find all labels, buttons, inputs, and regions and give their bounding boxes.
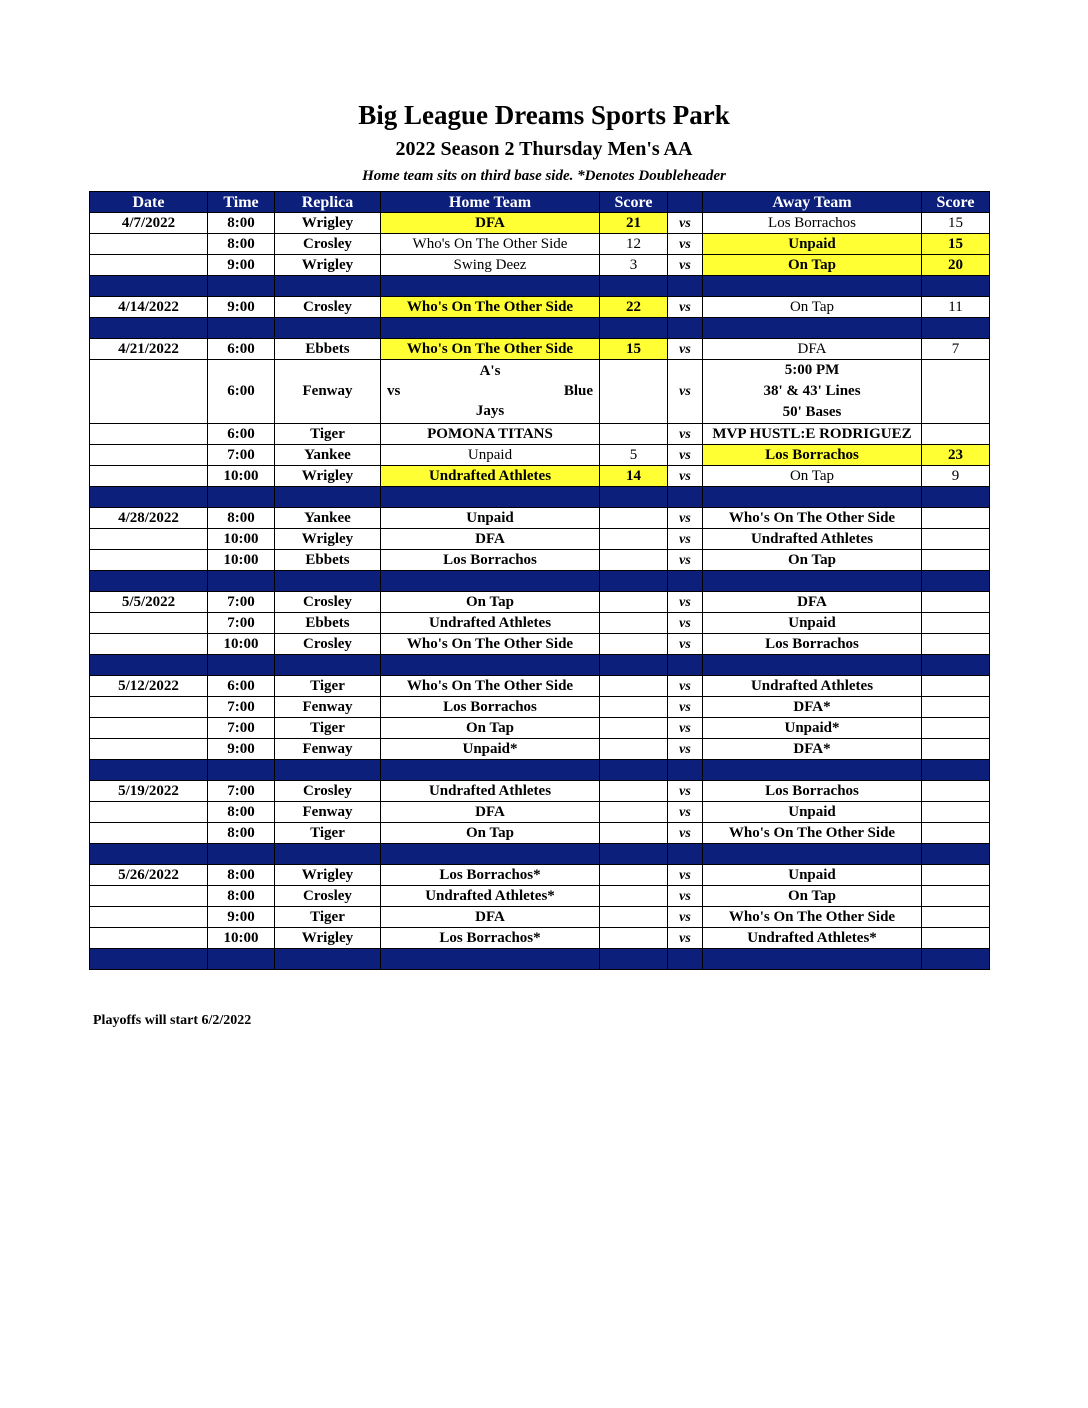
date-cell <box>90 550 208 571</box>
away-score-cell <box>922 634 990 655</box>
home-score-cell <box>600 529 668 550</box>
home-score-cell <box>600 886 668 907</box>
separator-row <box>90 318 990 339</box>
table-row <box>90 445 990 466</box>
vs-cell: vs <box>668 550 703 571</box>
date-cell <box>90 424 208 445</box>
away-team-cell: Unpaid <box>703 865 922 886</box>
home-score-cell <box>600 718 668 739</box>
table-row <box>90 739 990 760</box>
table-row <box>90 550 990 571</box>
replica-cell: Wrigley <box>275 928 381 949</box>
table-row <box>90 823 990 844</box>
away-score-cell <box>922 739 990 760</box>
away-team-cell: Who's On The Other Side <box>703 508 922 529</box>
time-cell: 8:00 <box>208 823 275 844</box>
home-score-cell <box>600 676 668 697</box>
table-row <box>90 613 990 634</box>
home-score-cell <box>600 823 668 844</box>
time-cell: 7:00 <box>208 592 275 613</box>
away-score-cell <box>922 613 990 634</box>
home-score-cell: 5 <box>600 445 668 466</box>
vs-cell: vs <box>668 297 703 318</box>
replica-cell: Ebbets <box>275 613 381 634</box>
vs-cell: vs <box>668 255 703 276</box>
date-cell: 5/19/2022 <box>90 781 208 802</box>
home-team-cell: On Tap <box>381 718 600 739</box>
away-score-cell: 9 <box>922 466 990 487</box>
replica-cell: Tiger <box>275 676 381 697</box>
header-replica: Replica <box>275 192 381 213</box>
vs-cell: vs <box>668 697 703 718</box>
away-score-cell <box>922 550 990 571</box>
date-cell: 4/28/2022 <box>90 508 208 529</box>
away-team-cell: On Tap <box>703 886 922 907</box>
away-score-cell <box>922 865 990 886</box>
header-home-team: Home Team <box>381 192 600 213</box>
vs-cell: vs <box>668 928 703 949</box>
time-cell: 7:00 <box>208 781 275 802</box>
playoffs-note: Playoffs will start 6/2/2022 <box>93 1013 252 1028</box>
away-team-cell: Los Borrachos <box>703 781 922 802</box>
header-time: Time <box>208 192 275 213</box>
date-cell <box>90 697 208 718</box>
time-cell: 6:00 <box>208 339 275 360</box>
replica-cell: Ebbets <box>275 550 381 571</box>
date-cell <box>90 634 208 655</box>
away-score-cell <box>922 907 990 928</box>
header-away-score: Score <box>922 192 990 213</box>
replica-cell: Yankee <box>275 445 381 466</box>
vs-cell: vs <box>668 466 703 487</box>
date-cell <box>90 823 208 844</box>
home-team-cell <box>381 360 600 424</box>
away-team-line: 38' & 43' Lines <box>763 383 861 399</box>
away-score-cell <box>922 886 990 907</box>
away-team-cell: Unpaid <box>703 802 922 823</box>
home-team-line: vs <box>387 383 401 399</box>
home-score-cell <box>600 634 668 655</box>
header-home-score: Score <box>600 192 668 213</box>
away-team-cell <box>703 360 922 424</box>
header-date: Date <box>90 192 208 213</box>
away-team-cell: Unpaid <box>703 234 922 255</box>
home-score-cell <box>600 697 668 718</box>
vs-cell: vs <box>668 234 703 255</box>
away-score-cell <box>922 928 990 949</box>
home-team-cell: On Tap <box>381 592 600 613</box>
page-subtitle: 2022 Season 2 Thursday Men's AA <box>395 138 693 160</box>
away-team-cell: DFA <box>703 339 922 360</box>
vs-cell: vs <box>668 886 703 907</box>
separator-row <box>90 760 990 781</box>
home-team-cell: Los Borrachos <box>381 550 600 571</box>
time-cell: 7:00 <box>208 445 275 466</box>
replica-cell: Wrigley <box>275 529 381 550</box>
away-team-line: 5:00 PM <box>784 362 840 378</box>
separator-row <box>90 571 990 592</box>
table-row <box>90 592 990 613</box>
date-cell <box>90 928 208 949</box>
home-team-cell: On Tap <box>381 823 600 844</box>
away-score-cell <box>922 529 990 550</box>
table-row <box>90 697 990 718</box>
table-row <box>90 802 990 823</box>
home-score-cell: 3 <box>600 255 668 276</box>
vs-cell: vs <box>668 781 703 802</box>
replica-cell: Yankee <box>275 508 381 529</box>
time-cell: 9:00 <box>208 255 275 276</box>
replica-cell: Wrigley <box>275 466 381 487</box>
date-cell: 4/7/2022 <box>90 213 208 234</box>
time-cell: 8:00 <box>208 234 275 255</box>
away-score-cell <box>922 781 990 802</box>
time-cell: 10:00 <box>208 529 275 550</box>
vs-cell: vs <box>668 213 703 234</box>
date-cell <box>90 613 208 634</box>
time-cell: 8:00 <box>208 213 275 234</box>
home-team-line: Blue <box>563 383 593 399</box>
page-title: Big League Dreams Sports Park <box>358 100 730 130</box>
home-team-cell: Unpaid <box>381 445 600 466</box>
home-team-cell: DFA <box>381 529 600 550</box>
time-cell: 8:00 <box>208 802 275 823</box>
home-team-line: A's <box>479 363 501 379</box>
vs-cell: vs <box>668 339 703 360</box>
vs-cell: vs <box>668 676 703 697</box>
time-cell: 10:00 <box>208 928 275 949</box>
date-cell <box>90 739 208 760</box>
replica-cell: Tiger <box>275 823 381 844</box>
away-score-cell <box>922 424 990 445</box>
table-row <box>90 297 990 318</box>
date-cell <box>90 360 208 424</box>
table-row <box>90 466 990 487</box>
away-team-cell: On Tap <box>703 255 922 276</box>
table-row <box>90 339 990 360</box>
time-cell: 9:00 <box>208 739 275 760</box>
time-cell: 9:00 <box>208 297 275 318</box>
table-row <box>90 529 990 550</box>
table-row <box>90 928 990 949</box>
table-row <box>90 255 990 276</box>
home-score-cell <box>600 907 668 928</box>
vs-cell: vs <box>668 718 703 739</box>
home-score-cell <box>600 613 668 634</box>
table-row <box>90 718 990 739</box>
away-team-cell: Who's On The Other Side <box>703 823 922 844</box>
away-team-cell: Unpaid* <box>703 718 922 739</box>
home-score-cell: 22 <box>600 297 668 318</box>
home-team-cell: Undrafted Athletes* <box>381 886 600 907</box>
time-cell: 8:00 <box>208 865 275 886</box>
replica-cell: Wrigley <box>275 865 381 886</box>
replica-cell: Crosley <box>275 234 381 255</box>
table-row <box>90 634 990 655</box>
time-cell: 6:00 <box>208 676 275 697</box>
away-team-cell: Undrafted Athletes <box>703 529 922 550</box>
table-row <box>90 676 990 697</box>
home-score-cell: 15 <box>600 339 668 360</box>
away-score-cell <box>922 592 990 613</box>
time-cell: 7:00 <box>208 718 275 739</box>
home-team-cell: DFA <box>381 213 600 234</box>
away-score-cell <box>922 360 990 424</box>
replica-cell: Ebbets <box>275 339 381 360</box>
date-cell: 5/26/2022 <box>90 865 208 886</box>
date-cell <box>90 445 208 466</box>
away-team-cell: On Tap <box>703 466 922 487</box>
schedule-note: Home team sits on third base side. *Denotes Doubleheader <box>362 168 726 184</box>
away-score-cell: 11 <box>922 297 990 318</box>
home-team-cell: POMONA TITANS <box>381 424 600 445</box>
vs-cell: vs <box>668 445 703 466</box>
home-team-cell: Unpaid <box>381 508 600 529</box>
replica-cell: Wrigley <box>275 255 381 276</box>
away-team-cell: DFA* <box>703 739 922 760</box>
home-score-cell <box>600 592 668 613</box>
away-team-cell: DFA* <box>703 697 922 718</box>
home-team-cell: DFA <box>381 907 600 928</box>
away-score-cell <box>922 697 990 718</box>
table-row <box>90 865 990 886</box>
header-vs <box>668 192 703 213</box>
away-score-cell: 23 <box>922 445 990 466</box>
date-cell: 5/12/2022 <box>90 676 208 697</box>
away-team-line: 50' Bases <box>782 404 842 420</box>
replica-cell: Crosley <box>275 297 381 318</box>
home-team-line: Jays <box>475 403 505 419</box>
away-score-cell: 15 <box>922 234 990 255</box>
away-team-cell: Los Borrachos <box>703 634 922 655</box>
vs-cell: vs <box>668 739 703 760</box>
replica-cell: Fenway <box>275 360 381 424</box>
separator-row <box>90 844 990 865</box>
table-row <box>90 886 990 907</box>
home-team-cell: Who's On The Other Side <box>381 634 600 655</box>
separator-row <box>90 949 990 970</box>
vs-cell: vs <box>668 592 703 613</box>
away-score-cell: 15 <box>922 213 990 234</box>
date-cell <box>90 886 208 907</box>
date-cell <box>90 234 208 255</box>
replica-cell: Wrigley <box>275 213 381 234</box>
home-team-cell: Who's On The Other Side <box>381 339 600 360</box>
separator-row <box>90 276 990 297</box>
away-score-cell <box>922 718 990 739</box>
table-row <box>90 508 990 529</box>
replica-cell: Tiger <box>275 718 381 739</box>
date-cell <box>90 907 208 928</box>
home-score-cell <box>600 360 668 424</box>
home-score-cell: 14 <box>600 466 668 487</box>
home-score-cell <box>600 802 668 823</box>
away-team-cell: Los Borrachos <box>703 445 922 466</box>
away-team-cell: Los Borrachos <box>703 213 922 234</box>
time-cell: 7:00 <box>208 613 275 634</box>
replica-cell: Fenway <box>275 697 381 718</box>
time-cell: 10:00 <box>208 466 275 487</box>
home-score-cell <box>600 928 668 949</box>
replica-cell: Crosley <box>275 592 381 613</box>
home-team-cell: Who's On The Other Side <box>381 234 600 255</box>
vs-cell: vs <box>668 360 703 424</box>
away-team-cell: Undrafted Athletes* <box>703 928 922 949</box>
replica-cell: Tiger <box>275 424 381 445</box>
home-team-cell: Los Borrachos* <box>381 865 600 886</box>
home-team-cell: Los Borrachos <box>381 697 600 718</box>
away-score-cell <box>922 676 990 697</box>
home-score-cell <box>600 508 668 529</box>
home-team-cell: Who's On The Other Side <box>381 676 600 697</box>
home-team-cell: Undrafted Athletes <box>381 613 600 634</box>
away-team-cell: Undrafted Athletes <box>703 676 922 697</box>
home-team-cell: Undrafted Athletes <box>381 466 600 487</box>
date-cell <box>90 718 208 739</box>
date-cell: 5/5/2022 <box>90 592 208 613</box>
table-row <box>90 781 990 802</box>
away-team-cell: On Tap <box>703 297 922 318</box>
home-score-cell: 12 <box>600 234 668 255</box>
home-team-cell: Who's On The Other Side <box>381 297 600 318</box>
table-row <box>90 234 990 255</box>
vs-cell: vs <box>668 508 703 529</box>
date-cell <box>90 466 208 487</box>
home-score-cell <box>600 550 668 571</box>
away-team-cell: Who's On The Other Side <box>703 907 922 928</box>
away-team-cell: DFA <box>703 592 922 613</box>
away-score-cell <box>922 802 990 823</box>
home-team-cell: Swing Deez <box>381 255 600 276</box>
date-cell: 4/21/2022 <box>90 339 208 360</box>
home-team-cell: Los Borrachos* <box>381 928 600 949</box>
time-cell: 10:00 <box>208 634 275 655</box>
date-cell <box>90 529 208 550</box>
separator-row <box>90 487 990 508</box>
replica-cell: Tiger <box>275 907 381 928</box>
vs-cell: vs <box>668 823 703 844</box>
home-score-cell <box>600 781 668 802</box>
time-cell: 6:00 <box>208 424 275 445</box>
away-score-cell: 7 <box>922 339 990 360</box>
time-cell: 7:00 <box>208 697 275 718</box>
time-cell: 8:00 <box>208 886 275 907</box>
schedule-table <box>89 191 990 970</box>
away-score-cell: 20 <box>922 255 990 276</box>
home-team-cell: Unpaid* <box>381 739 600 760</box>
table-row <box>90 360 990 424</box>
separator-row <box>90 655 990 676</box>
replica-cell: Crosley <box>275 634 381 655</box>
replica-cell: Fenway <box>275 739 381 760</box>
away-team-cell: MVP HUSTL:E RODRIGUEZ <box>703 424 922 445</box>
away-team-cell: Unpaid <box>703 613 922 634</box>
home-score-cell <box>600 424 668 445</box>
table-row <box>90 424 990 445</box>
home-score-cell <box>600 865 668 886</box>
time-cell: 8:00 <box>208 508 275 529</box>
replica-cell: Fenway <box>275 802 381 823</box>
away-team-cell: On Tap <box>703 550 922 571</box>
time-cell: 6:00 <box>208 360 275 424</box>
date-cell <box>90 255 208 276</box>
away-score-cell <box>922 823 990 844</box>
header-away-team: Away Team <box>703 192 922 213</box>
vs-cell: vs <box>668 907 703 928</box>
home-score-cell <box>600 739 668 760</box>
home-team-cell: Undrafted Athletes <box>381 781 600 802</box>
away-score-cell <box>922 508 990 529</box>
date-cell: 4/14/2022 <box>90 297 208 318</box>
table-row <box>90 907 990 928</box>
replica-cell: Crosley <box>275 781 381 802</box>
home-score-cell: 21 <box>600 213 668 234</box>
date-cell <box>90 802 208 823</box>
header-row <box>90 192 990 213</box>
vs-cell: vs <box>668 634 703 655</box>
vs-cell: vs <box>668 529 703 550</box>
table-row <box>90 213 990 234</box>
replica-cell: Crosley <box>275 886 381 907</box>
time-cell: 9:00 <box>208 907 275 928</box>
vs-cell: vs <box>668 424 703 445</box>
vs-cell: vs <box>668 613 703 634</box>
vs-cell: vs <box>668 802 703 823</box>
home-team-cell: DFA <box>381 802 600 823</box>
time-cell: 10:00 <box>208 550 275 571</box>
vs-cell: vs <box>668 865 703 886</box>
